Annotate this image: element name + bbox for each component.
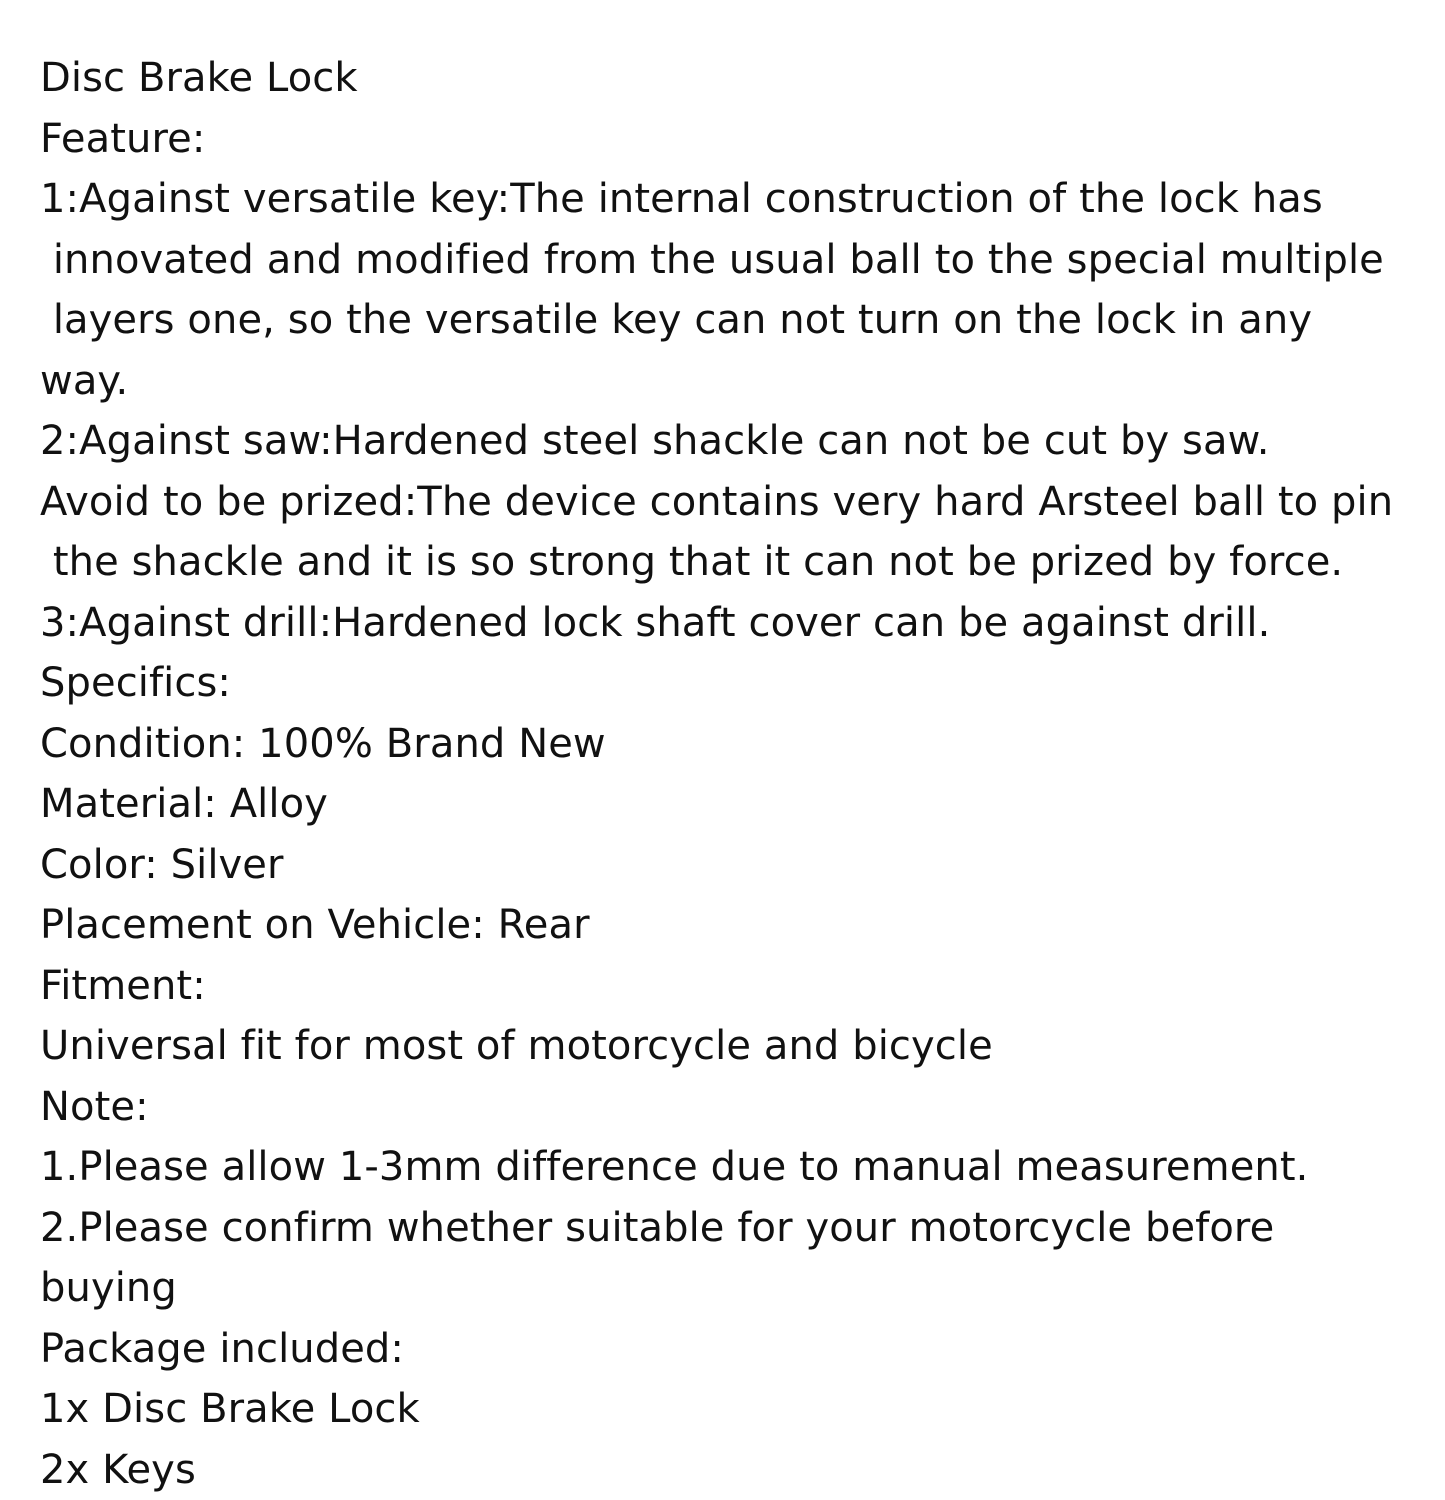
document-line-package-heading: Package included:	[40, 1319, 1405, 1380]
document-line-package-item-2: 2x Keys	[40, 1440, 1405, 1500]
document-line-color: Color: Silver	[40, 835, 1405, 896]
document-line-title: Disc Brake Lock	[40, 48, 1405, 109]
document-line-note-heading: Note:	[40, 1077, 1405, 1138]
document-line-feature-3: 3:Against drill:Hardened lock shaft cover can be against drill.	[40, 593, 1405, 654]
document-line-note-1: 1.Please allow 1-3mm difference due to manual measurement.	[40, 1137, 1405, 1198]
document-line-material: Material: Alloy	[40, 774, 1405, 835]
document-line-feature-1c: layers one, so the versatile key can not turn on the lock in any way.	[40, 290, 1405, 411]
document-line-feature-2: 2:Against saw:Hardened steel shackle can not be cut by saw.	[40, 411, 1405, 472]
document-line-feature-1b: innovated and modified from the usual ball to the special multiple	[40, 230, 1405, 291]
document-line-package-item-1: 1x Disc Brake Lock	[40, 1379, 1405, 1440]
document-line-avoid-prized-a: Avoid to be prized:The device contains very hard Arsteel ball to pin	[40, 472, 1405, 533]
document-line-feature-heading: Feature:	[40, 109, 1405, 170]
document-line-avoid-prized-b: the shackle and it is so strong that it can not be prized by force.	[40, 532, 1405, 593]
document-line-note-2: 2.Please confirm whether suitable for your motorcycle before buying	[40, 1198, 1405, 1319]
document-line-condition: Condition: 100% Brand New	[40, 714, 1405, 775]
document-line-specifics-heading: Specifics:	[40, 653, 1405, 714]
document-line-fitment-value: Universal fit for most of motorcycle and bicycle	[40, 1016, 1405, 1077]
document-line-fitment-heading: Fitment:	[40, 956, 1405, 1017]
document-line-feature-1a: 1:Against versatile key:The internal construction of the lock has	[40, 169, 1405, 230]
document-line-placement: Placement on Vehicle: Rear	[40, 895, 1405, 956]
